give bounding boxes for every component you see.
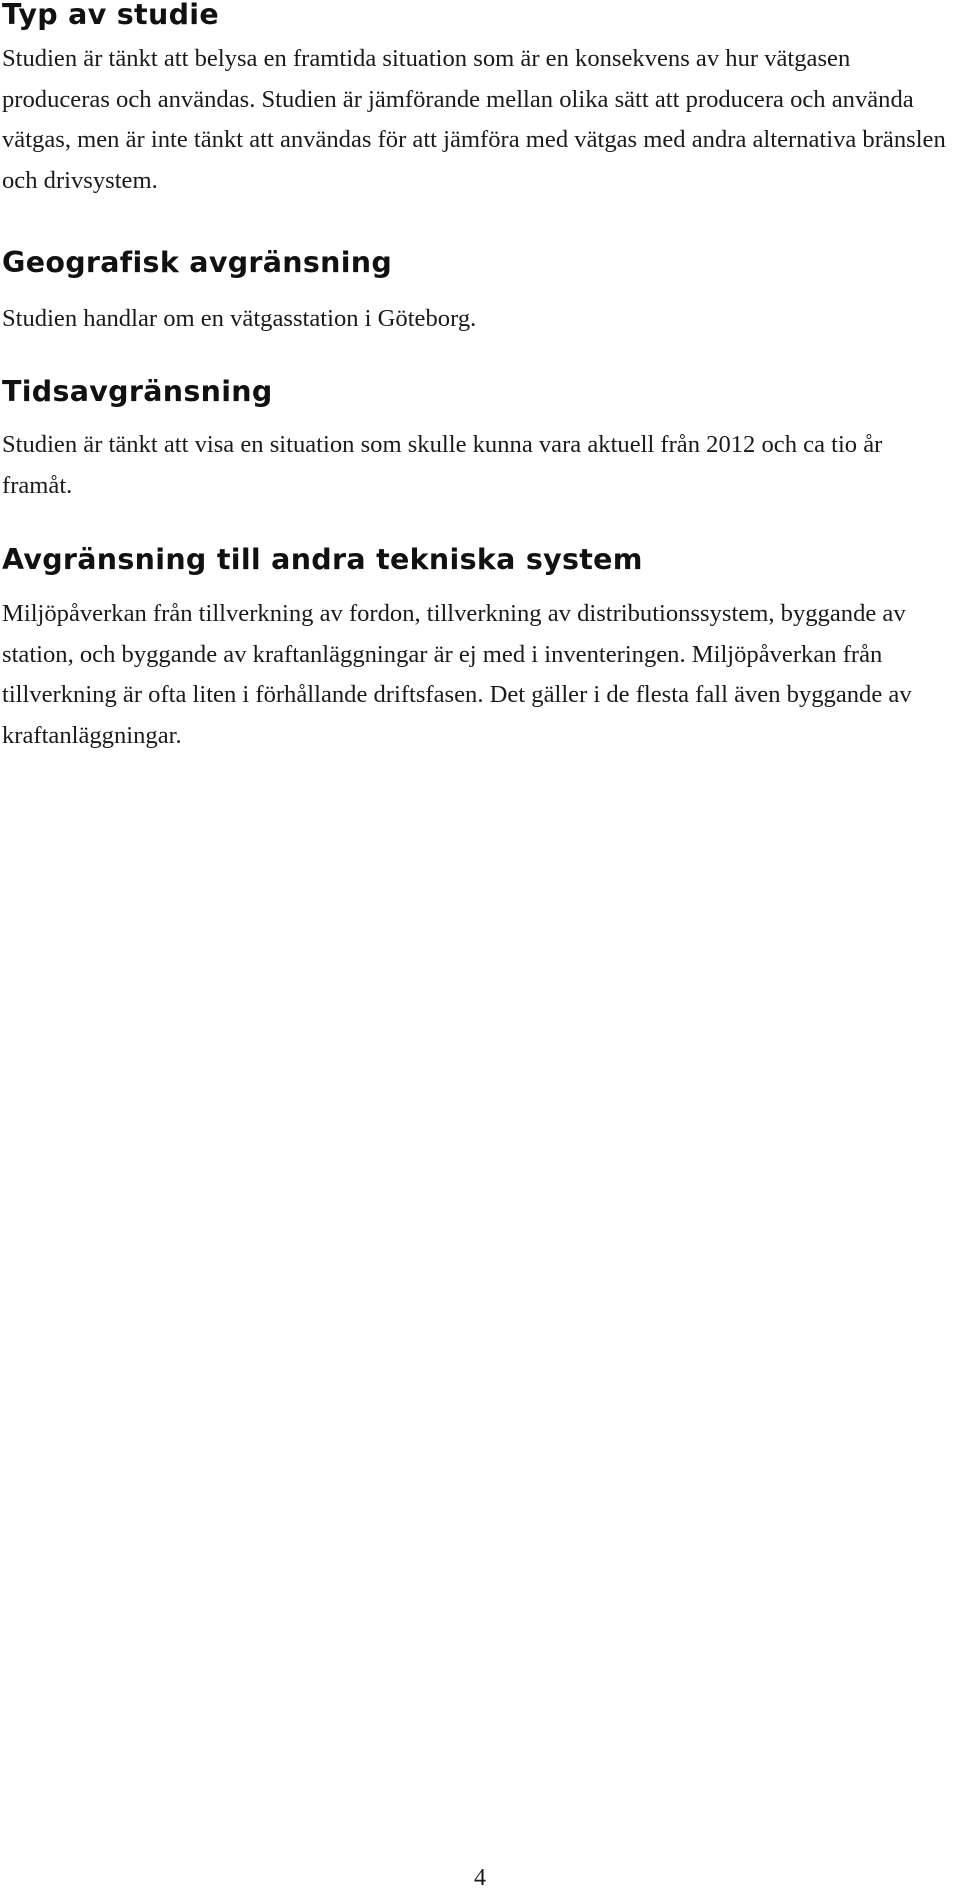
heading-geografisk-avgransning: Geografisk avgränsning xyxy=(2,246,393,279)
paragraph-typ-av-studie: Studien är tänkt att belysa en framtida situation som är en konsekvens av hur vätgasen produceras och användas. Studien är jämförande mellan olika sätt att producera och använda vätgas, men är inte tänkt att användas för att jämföra med vätgas med andra alternativa bränslen och drivsystem. xyxy=(2,45,946,194)
paragraph-tidsavgransning: Studien är tänkt att visa en situation som skulle kunna vara aktuell från 2012 och ca tio år framåt. xyxy=(2,431,883,499)
paragraph-geografisk-avgransning: Studien handlar om en vätgasstation i Göteborg. xyxy=(2,305,477,332)
heading-avgransning-tekniska-system: Avgränsning till andra tekniska system xyxy=(2,543,643,576)
page-number: 4 xyxy=(474,1865,486,1891)
paragraph-avgransning-tekniska-system: Miljöpåverkan från tillverkning av fordon, tillverkning av distributionssystem, byggande av station, och byggande av kraftanläggningar är ej med i inventeringen. Miljöpåverkan från tillverkning är ofta liten i förhållande driftsfasen. Det gäller i de flesta fall även byggande av kraftanläggningar. xyxy=(2,600,912,749)
heading-tidsavgransning: Tidsavgränsning xyxy=(2,375,273,408)
heading-typ-av-studie: Typ av studie xyxy=(2,0,219,31)
